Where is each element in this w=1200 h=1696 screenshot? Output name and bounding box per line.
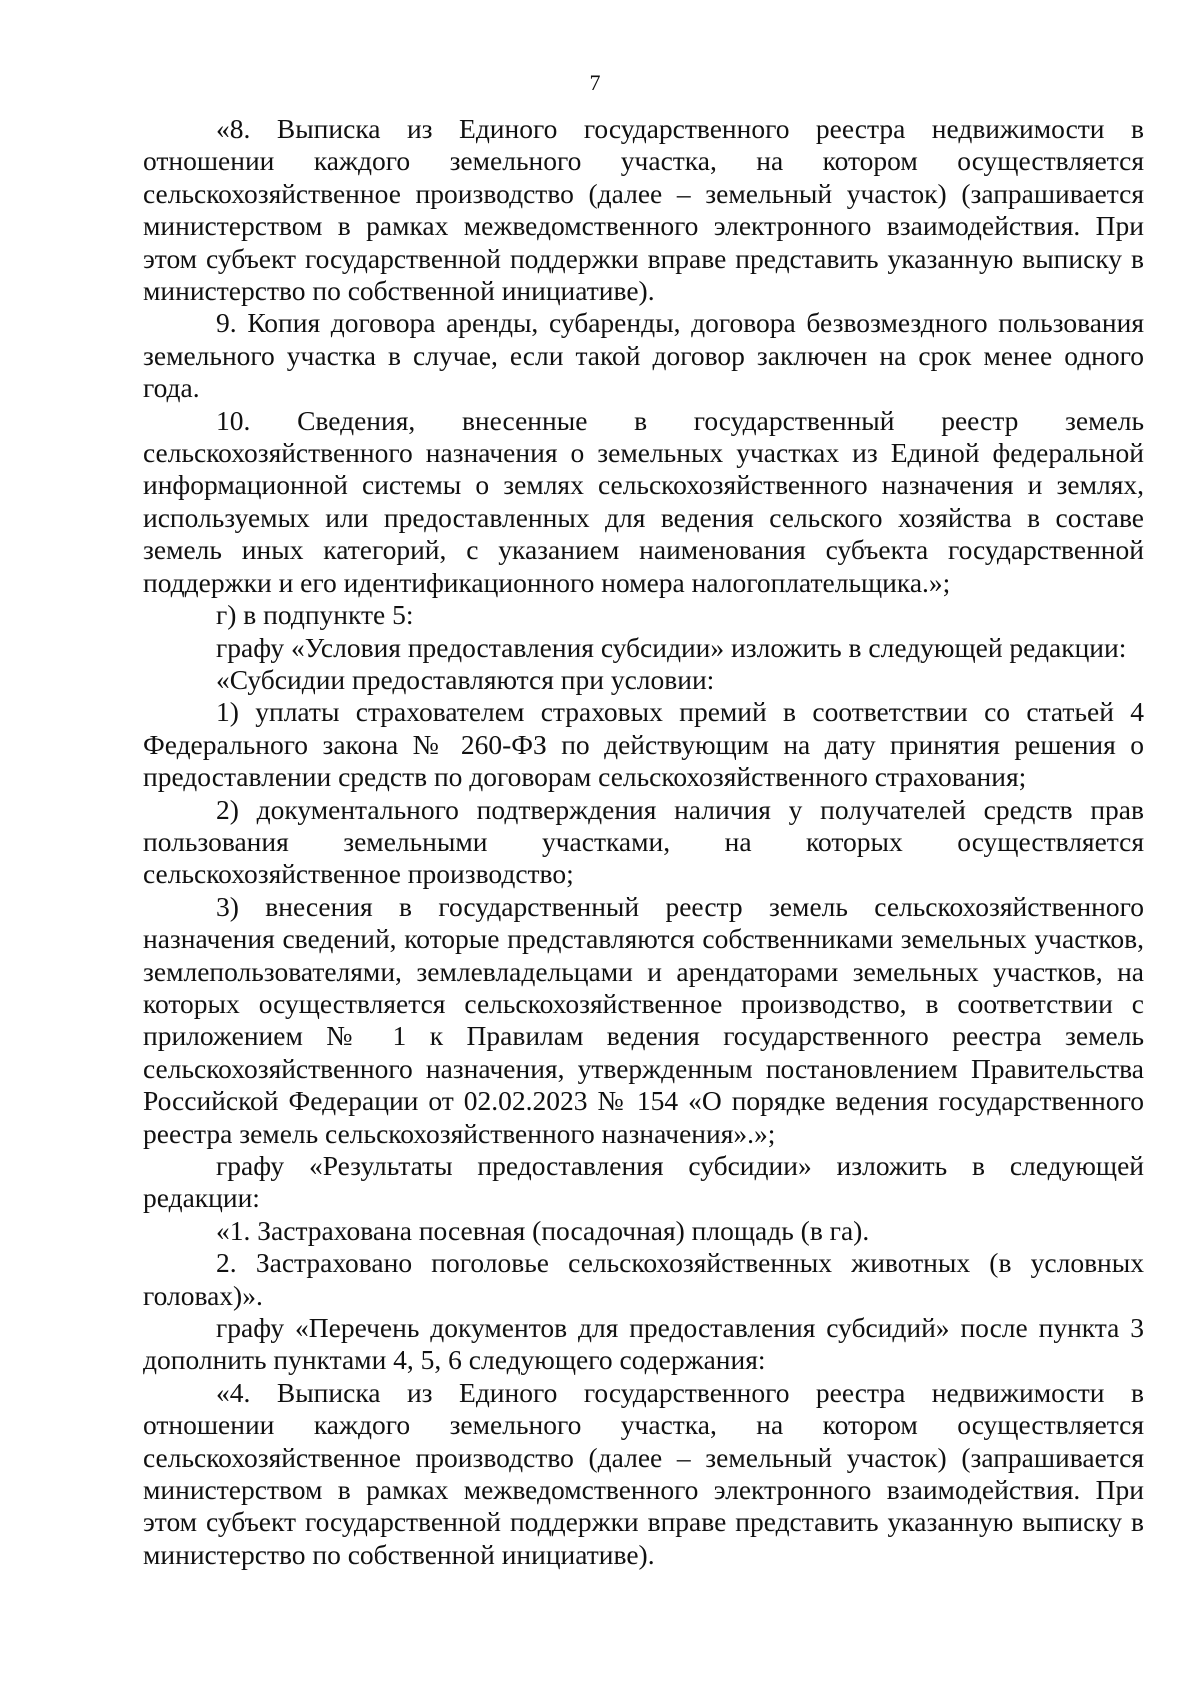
document-body bbox=[143, 113, 1144, 1571]
paragraph-item-9: 9. Копия договора аренды, субаренды, договора безвозмездного пользования земельного участка в случае, если такой договор заключен на срок менее одного года. bbox=[143, 307, 1144, 404]
paragraph-result-1: «1. Застрахована посевная (посадочная) площадь (в га). bbox=[216, 1214, 870, 1246]
paragraph-item-8: «8. Выписка из Единого государственного реестра недвижимости в отношении каждого земельного участка, на котором осуществляется сельскохозяйственное производство (далее – земельный участок) (запрашивается министерством в рамках межведомственного электронного взаимодействия. При этом субъект государственной поддержки вправе представить указанную выписку в министерство по собственной инициативе). bbox=[143, 113, 1144, 307]
paragraph-results-intro: графу «Результаты предоставления субсидии» изложить в следующей редакции: bbox=[143, 1150, 1144, 1214]
paragraph-subpoint-g: г) в подпункте 5: bbox=[216, 599, 414, 631]
paragraph-condition-1: 1) уплаты страхователем страховых премий в соответствии со статьей 4 Федерального закона № 260-ФЗ по действующим на дату принятия решения о предоставлении средств по договорам сельскохозяйственного страхования; bbox=[143, 696, 1144, 793]
paragraph-condition-2: 2) документального подтверждения наличия у получателей средств прав пользования земельными участками, на которых осуществляется сельскохозяйственное производство; bbox=[143, 793, 1144, 890]
page-number: 7 bbox=[589, 70, 601, 95]
paragraph-item-4: «4. Выписка из Единого государственного реестра недвижимости в отношении каждого земельного участка, на котором осуществляется сельскохозяйственное производство (далее – земельный участок) (запрашивается министерством в рамках межведомственного электронного взаимодействия. При этом субъект государственной поддержки вправе представить указанную выписку в министерство по собственной инициативе). bbox=[143, 1376, 1144, 1570]
paragraph-documents-intro: графу «Перечень документов для предоставления субсидий» после пункта 3 дополнить пунктами 4, 5, 6 следующего содержания: bbox=[143, 1312, 1144, 1376]
paragraph-conditions-lead: «Субсидии предоставляются при условии: bbox=[216, 663, 715, 695]
paragraph-conditions-intro: графу «Условия предоставления субсидии» изложить в следующей редакции: bbox=[216, 631, 1127, 663]
paragraph-condition-3: 3) внесения в государственный реестр земель сельскохозяйственного назначения сведений, которые представляются собственниками земельных участков, землепользователями, землевладельцами и арендаторами земельных участков, на которых осуществляется сельскохозяйственное производство, в соответствии с приложением № 1 к Правилам ведения государственного реестра земель сельскохозяйственного назначения, утвержденным постановлением Правительства Российской Федерации от 02.02.2023 № 154 «О порядке ведения государственного реестра земель сельскохозяйственного назначения».»; bbox=[143, 890, 1144, 1149]
paragraph-item-10: 10. Сведения, внесенные в государственный реестр земель сельскохозяйственного назначения о земельных участках из Единой федеральной информационной системы о землях сельскохозяйственного назначения и землях, используемых или предоставленных для ведения сельского хозяйства в составе земель иных категорий, с указанием наименования субъекта государственной поддержки и его идентификационного номера налогоплательщика.»; bbox=[143, 404, 1144, 598]
paragraph-result-2: 2. Застраховано поголовье сельскохозяйственных животных (в условных головах)». bbox=[143, 1247, 1144, 1311]
